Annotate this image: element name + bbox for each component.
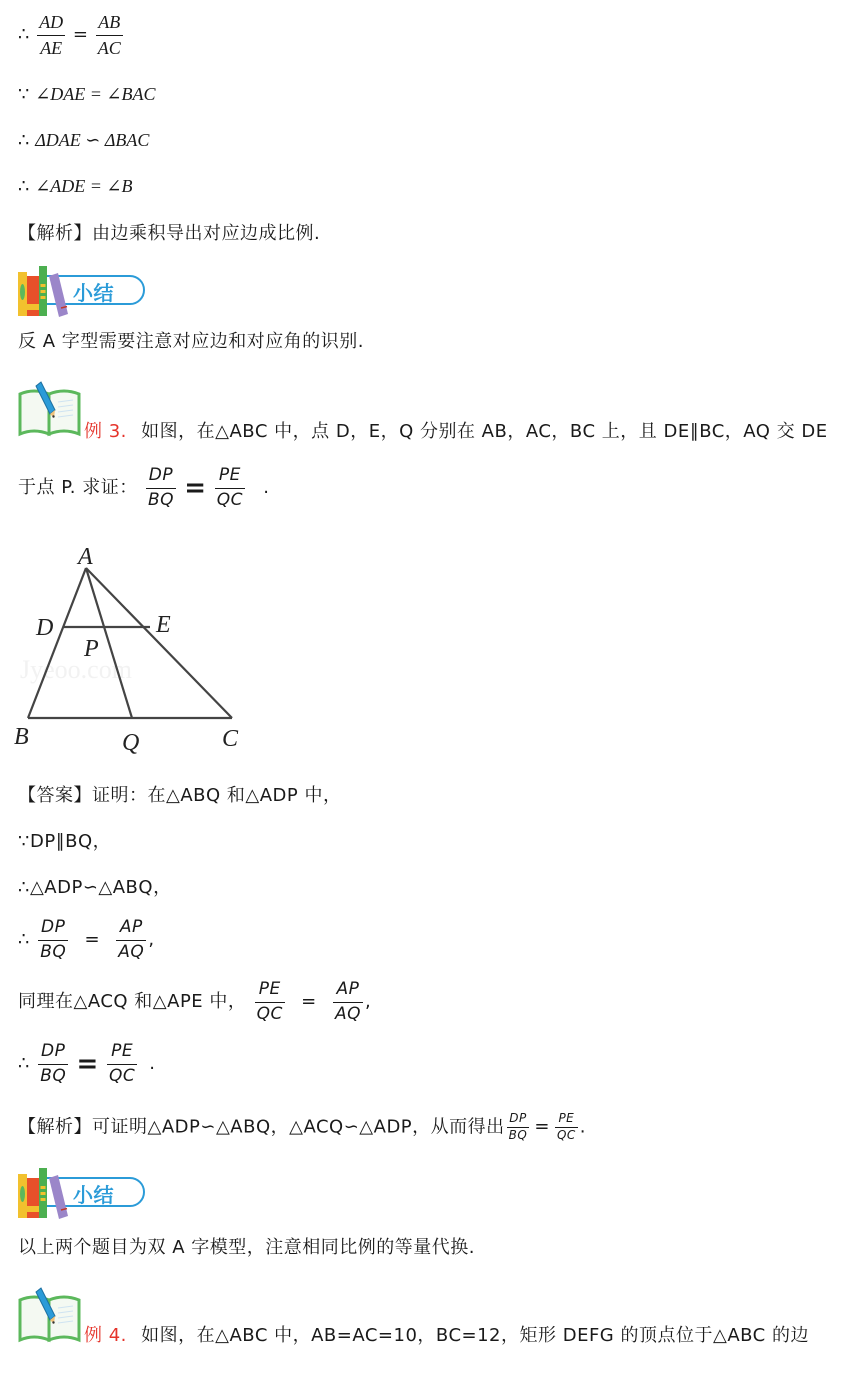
summary-badge <box>18 262 150 318</box>
answer-line2: ∵DP∥BQ， <box>18 831 112 852</box>
answer-line3: ∴△ADP∽△ABQ， <box>18 877 172 898</box>
answer-line5: 同理在△ACQ 和△APE 中， $\frac{PE}{QC}$ = $\frac{AP}{AQ}$ , <box>18 979 372 1024</box>
goal-fraction-dp-bq: $\frac{DP}{BQ}$ <box>147 465 174 510</box>
svg-text:A: A <box>78 544 93 570</box>
summary-badge <box>18 1164 150 1220</box>
example3-analysis: 【解析】可证明△ADP∽△ABQ，△ACQ∽△ADP，从而得出 $\frac{DP}{BQ}$ = $\frac{PE}{QC}$ . <box>18 1111 586 1142</box>
fraction-ab-ac: $\frac{AB}{AC}$ <box>97 12 121 58</box>
summary-text: 以上两个题目为双 A 字模型，注意相同比例的等量代换. <box>18 1237 475 1258</box>
example3-label: 例 3. <box>84 421 127 442</box>
example4-label: 例 4. <box>84 1325 127 1346</box>
fraction-ad-ae: $\frac{AD}{AE}$ <box>39 12 64 58</box>
answer-line1: 【答案】证明：在△ABQ 和△ADP 中， <box>18 785 342 806</box>
summary-badge-label: 小结 <box>73 1183 114 1207</box>
solution-line-ratio: ∴ $\frac{AD}{AE}$ = $\frac{AB}{AC}$ <box>18 12 121 58</box>
svg-text:Q: Q <box>122 730 140 756</box>
solution-line-angle-equal: ∵ ∠DAE = ∠BAC <box>18 84 156 105</box>
svg-text:P: P <box>84 636 99 662</box>
example4-statement-line1: 例 4. 如图，在△ABC 中，AB=AC=10，BC=12，矩形 DEFG 的顶点位于△ABC 的边 <box>84 1325 809 1346</box>
summary-badge-label: 小结 <box>73 281 114 305</box>
triangle-figure <box>10 538 260 758</box>
analysis-text: 【解析】由边乘积导出对应边成比例. <box>18 223 321 244</box>
answer-line4: ∴ $\frac{DP}{BQ}$ = $\frac{AP}{AQ}$ , <box>18 917 155 962</box>
svg-text:D: D <box>36 615 54 641</box>
answer-line6: ∴ $\frac{DP}{BQ}$ = $\frac{PE}{QC}$ . <box>18 1041 156 1086</box>
example3-statement-line1: 例 3. 如图，在△ABC 中，点 D，E，Q 分别在 AB，AC，BC 上，且 DE∥BC，AQ 交 DE <box>84 421 828 442</box>
goal-fraction-pe-qc: $\frac{PE}{QC}$ <box>216 465 244 510</box>
watermark: Jyeoo.com <box>20 655 132 684</box>
book-pencil-icon <box>18 380 82 438</box>
svg-text:C: C <box>222 726 239 752</box>
summary-text: 反 A 字型需要注意对应边和对应角的识别. <box>18 331 364 352</box>
svg-text:B: B <box>14 724 29 750</box>
solution-line-conclusion: ∴ ∠ADE = ∠B <box>18 176 133 197</box>
example3-statement-line2: 于点 P. 求证： $\frac{DP}{BQ}$ = $\frac{PE}{QC}$ . <box>18 465 270 510</box>
book-pencil-icon <box>18 1286 82 1344</box>
svg-text:E: E <box>156 612 171 638</box>
solution-line-similar: ∴ ΔDAE ∽ ΔBAC <box>18 130 150 151</box>
